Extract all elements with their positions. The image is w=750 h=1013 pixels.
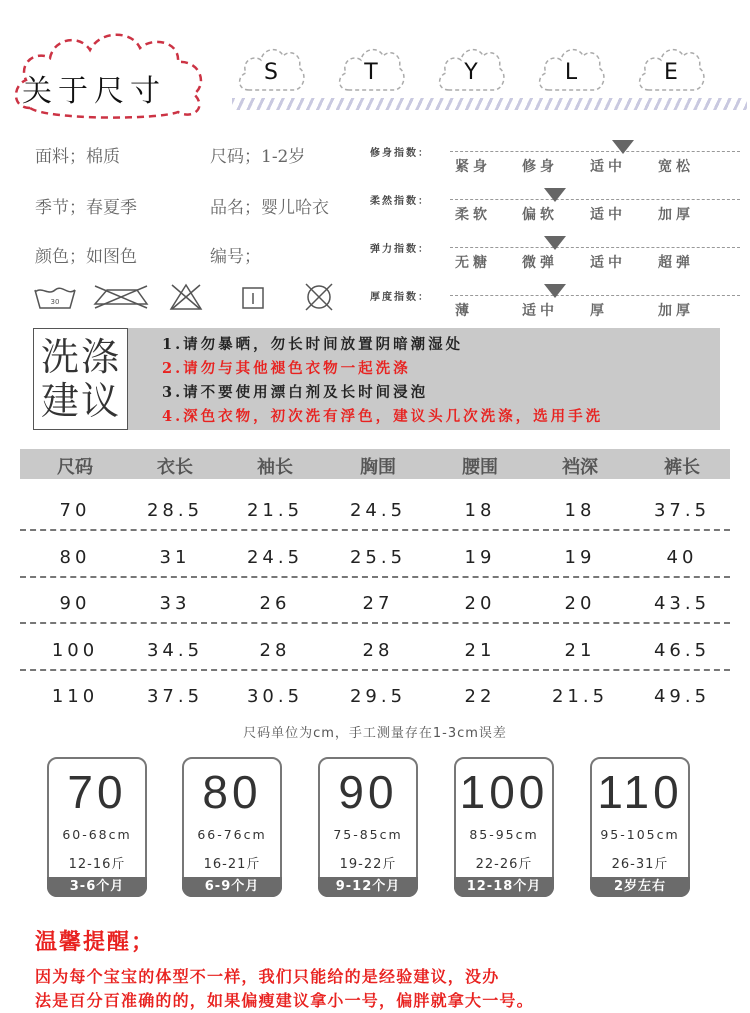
index-line (450, 151, 740, 152)
fabric-info: 面料；棉质 (35, 147, 120, 167)
no-tumble-dry-icon (95, 286, 147, 308)
table-row-separator (20, 669, 730, 671)
table-header-cell: 衣长 (157, 457, 193, 478)
wash-title-line2: 建议 (41, 379, 122, 423)
index-option: 微弹 (522, 255, 558, 271)
style-letter: E (664, 60, 678, 85)
table-cell: 100 (51, 639, 99, 661)
card-height: 95-105cm (600, 827, 680, 842)
card-size: 100 (459, 766, 549, 818)
table-cell: 18 (464, 500, 496, 521)
table-cell: 25.5 (349, 546, 407, 568)
table-row-separator (20, 529, 730, 531)
name-info: 品名；婴儿哈衣 (210, 198, 329, 218)
table-header-cell: 裆深 (562, 457, 598, 478)
table-cell: 90 (59, 593, 91, 614)
code-info: 编号； (210, 247, 261, 267)
index-option: 柔软 (455, 207, 491, 223)
table-header-cell: 腰围 (462, 457, 498, 478)
index-option: 紧身 (455, 159, 491, 175)
size-card (590, 757, 690, 897)
size-card (47, 757, 147, 897)
table-cell: 21.5 (246, 500, 304, 521)
index-option: 无糖 (455, 255, 491, 271)
table-cell: 28 (259, 639, 291, 661)
index-option: 薄 (455, 303, 473, 319)
table-cell: 40 (666, 546, 698, 568)
style-letter: S (264, 60, 278, 85)
style-cloud-2 (435, 40, 507, 98)
style-cloud-0 (235, 40, 307, 98)
index-marker (544, 188, 566, 202)
table-cell: 24.5 (349, 500, 407, 521)
table-cell: 110 (51, 686, 99, 707)
size-info: 尺码；1-2岁 (210, 147, 306, 167)
index-option: 适中 (590, 255, 626, 271)
table-cell: 31 (159, 546, 191, 568)
index-marker (612, 140, 634, 154)
wash-title-box (33, 328, 128, 430)
card-age: 12-18个月 (454, 877, 554, 897)
index-line (450, 199, 740, 200)
index-option: 宽松 (658, 159, 694, 175)
index-option: 适中 (522, 303, 558, 319)
card-size: 90 (338, 766, 398, 818)
table-header-cell: 袖长 (257, 457, 293, 478)
table-cell: 27 (362, 593, 394, 614)
decorative-stripes (232, 98, 747, 110)
index-option: 厚 (590, 303, 608, 319)
table-header-cell: 裤长 (664, 457, 700, 478)
index-option: 适中 (590, 207, 626, 223)
size-card (454, 757, 554, 897)
style-cloud-4 (635, 40, 707, 98)
wash-title-line1: 洗涤 (41, 335, 122, 379)
card-weight: 19-22斤 (339, 857, 397, 872)
card-age: 2岁左右 (590, 877, 690, 897)
index-line (450, 295, 740, 296)
wash-line-1: 1.请勿暴晒，勿长时间放置阴暗潮湿处 (162, 336, 464, 353)
reminder-line-1: 因为每个宝宝的体型不一样，我们只能给的是经验建议，没办 (35, 967, 500, 986)
table-cell: 43.5 (653, 593, 711, 614)
index-label: 弹力指数： (370, 244, 430, 255)
index-marker (544, 284, 566, 298)
index-label: 厚度指数： (370, 292, 430, 303)
table-cell: 37.5 (146, 686, 204, 707)
svg-text:30: 30 (50, 298, 60, 306)
card-weight: 22-26斤 (475, 857, 533, 872)
wash-30-icon (35, 288, 75, 308)
card-size: 80 (202, 766, 262, 818)
table-cell: 21 (564, 639, 596, 661)
table-row-separator (20, 622, 730, 624)
table-cell: 20 (464, 593, 496, 614)
table-cell: 70 (59, 500, 91, 521)
table-cell: 19 (464, 546, 496, 568)
size-table-header (20, 449, 730, 479)
table-cell: 29.5 (349, 686, 407, 707)
card-height: 60-68cm (62, 827, 132, 842)
table-row-separator (20, 576, 730, 578)
table-cell: 34.5 (146, 639, 204, 661)
table-cell: 30.5 (246, 686, 304, 707)
table-cell: 20 (564, 593, 596, 614)
index-line (450, 247, 740, 248)
style-cloud-1 (335, 40, 407, 98)
index-label: 修身指数： (370, 148, 430, 159)
page-title: 关于尺寸 (22, 74, 166, 109)
table-cell: 24.5 (246, 546, 304, 568)
table-cell: 33 (159, 593, 191, 614)
index-option: 加厚 (658, 207, 694, 223)
index-marker (544, 236, 566, 250)
index-option: 超弹 (658, 255, 694, 271)
index-option: 加厚 (658, 303, 694, 319)
card-height: 66-76cm (197, 827, 267, 842)
wash-line-2: 2.请勿与其他褪色衣物一起洗涤 (162, 360, 411, 377)
index-option: 修身 (522, 159, 558, 175)
card-weight: 12-16斤 (68, 857, 126, 872)
no-bleach-icon (171, 285, 201, 309)
care-icons (30, 282, 370, 312)
line-dry-icon (243, 288, 263, 308)
table-header-cell: 胸围 (360, 457, 396, 478)
card-weight: 26-31斤 (611, 857, 669, 872)
card-height: 85-95cm (469, 827, 539, 842)
wash-line-4: 4.深色衣物，初次洗有浮色，建议头几次洗涤，选用手洗 (162, 408, 604, 425)
table-cell: 21 (464, 639, 496, 661)
color-info: 颜色；如图色 (35, 247, 137, 267)
table-cell: 28.5 (146, 500, 204, 521)
card-size: 110 (597, 766, 683, 818)
index-option: 偏软 (522, 207, 558, 223)
table-cell: 37.5 (653, 500, 711, 521)
reminder-title: 温馨提醒； (35, 930, 156, 955)
style-letter: T (364, 60, 378, 85)
no-dry-clean-icon (306, 284, 332, 310)
size-card (318, 757, 418, 897)
style-cloud-3 (535, 40, 607, 98)
reminder-line-2: 法是百分百准确的的，如果偏瘦建议拿小一号，偏胖就拿大一号。 (35, 991, 534, 1010)
table-cell: 49.5 (653, 686, 711, 707)
card-weight: 16-21斤 (203, 857, 261, 872)
index-option: 适中 (590, 159, 626, 175)
style-letter: L (564, 60, 578, 85)
table-cell: 46.5 (653, 639, 711, 661)
table-cell: 28 (362, 639, 394, 661)
table-cell: 18 (564, 500, 596, 521)
card-age: 9-12个月 (318, 877, 418, 897)
style-letter: Y (464, 60, 478, 85)
card-age: 6-9个月 (182, 877, 282, 897)
table-cell: 21.5 (551, 686, 609, 707)
size-card (182, 757, 282, 897)
season-info: 季节；春夏季 (35, 198, 137, 218)
index-label: 柔然指数： (370, 196, 430, 207)
table-cell: 19 (564, 546, 596, 568)
wash-line-3: 3.请不要使用漂白剂及长时间浸泡 (162, 384, 429, 401)
card-height: 75-85cm (333, 827, 403, 842)
unit-note: 尺码单位为cm，手工测量存在1-3cm误差 (243, 726, 507, 741)
table-cell: 22 (464, 686, 496, 707)
table-cell: 26 (259, 593, 291, 614)
table-header-cell: 尺码 (57, 457, 93, 478)
card-size: 70 (67, 766, 127, 818)
card-age: 3-6个月 (47, 877, 147, 897)
table-cell: 80 (59, 546, 91, 568)
